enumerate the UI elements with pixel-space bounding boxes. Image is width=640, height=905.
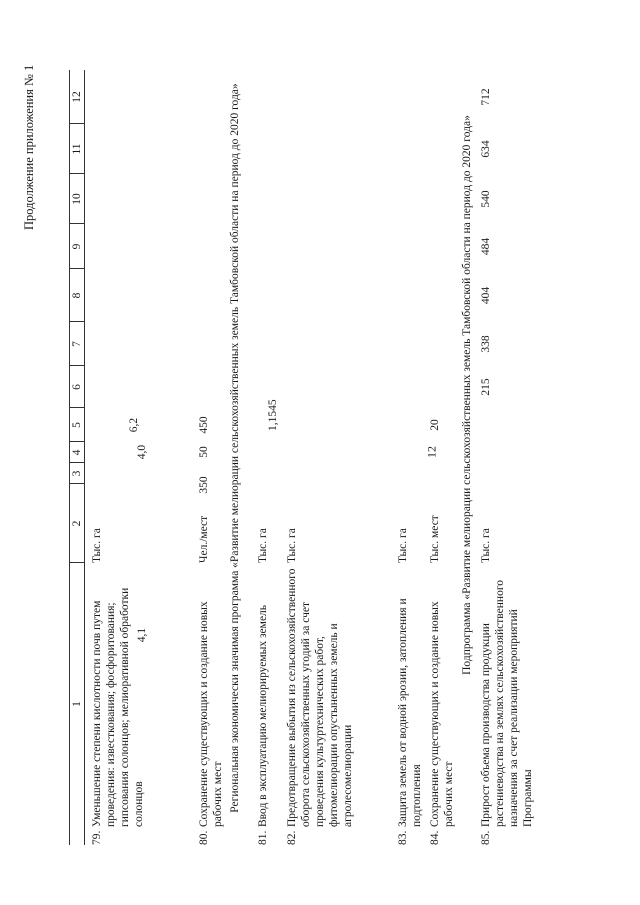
row-84-col5: 20 bbox=[429, 419, 441, 431]
row-80-unit: Чел./мест bbox=[198, 515, 210, 563]
col-header-4: 4 bbox=[71, 449, 83, 456]
row-82-number: 82. bbox=[286, 830, 298, 845]
row-85-col12: 712 bbox=[480, 88, 492, 106]
col-header-7: 7 bbox=[71, 341, 83, 347]
row-79-col5: 6,2 bbox=[128, 417, 140, 433]
row-83-indicator: Защита земель от водной эрозии, затопления и подтопления bbox=[397, 598, 423, 827]
row-81-indicator: Ввод в эксплуатацию мелиорируемых земель bbox=[257, 604, 269, 827]
col-header-6: 6 bbox=[71, 384, 83, 390]
row-85-col7: 338 bbox=[480, 335, 492, 353]
row-85-col9: 484 bbox=[480, 237, 492, 256]
row-81-number: 81. bbox=[257, 830, 269, 845]
section-heading-subprogram: Подпрограмма «Развитие мелиорации сельскохозяйственных земель Тамбовской области на период до 2020 года» bbox=[461, 115, 473, 675]
row-81-unit: Тыс. га bbox=[257, 528, 269, 563]
col-header-11: 11 bbox=[71, 143, 83, 155]
col-header-3: 3 bbox=[71, 470, 83, 477]
row-85-number: 85. bbox=[480, 830, 492, 845]
row-80-indicator: Сохранение существующих и создание новых рабочих мест bbox=[198, 601, 224, 827]
row-85-col11: 634 bbox=[480, 140, 492, 158]
row-85-col6: 215 bbox=[480, 378, 492, 396]
col-header-8: 8 bbox=[71, 292, 83, 299]
row-79-unit: Тыс. га bbox=[91, 528, 103, 563]
row-79-indicator: Уменьшение степени кислотности почв путем проведения: известкования; фосфоритования; гипсования солонцов; мелиоративной обработки солонцов bbox=[91, 587, 145, 827]
col-header-5: 5 bbox=[71, 422, 83, 428]
row-81-col5: 1,1545 bbox=[267, 399, 279, 431]
row-80-number: 80. bbox=[198, 830, 210, 845]
row-85-col8: 404 bbox=[480, 286, 492, 305]
row-83-unit: Тыс. га bbox=[397, 528, 409, 563]
col-header-2: 2 bbox=[71, 520, 83, 527]
row-80-col4: 50 bbox=[198, 446, 210, 458]
row-80-col3: 350 bbox=[198, 476, 210, 494]
row-80-col5: 450 bbox=[198, 416, 210, 434]
row-79-col3: 4,1 bbox=[136, 627, 148, 643]
row-84-indicator: Сохранение существующих и создание новых рабочих мест bbox=[429, 601, 455, 827]
continuation-title: Продолжение приложения № 1 bbox=[22, 64, 36, 230]
col-header-12: 12 bbox=[71, 91, 83, 103]
header-bottom-rule bbox=[84, 70, 85, 845]
row-84-unit: Тыс. мест bbox=[429, 515, 441, 563]
row-79-col4: 4,0 bbox=[136, 444, 148, 460]
col-header-1: 1 bbox=[71, 701, 83, 707]
row-79-number: 79. bbox=[91, 830, 103, 845]
row-82-indicator: Предотвращение выбытия из сельскохозяйственного оборота сельскохозяйственных угодий за счет проведения культуртехнических работ, фитомелиорации опустыненных земель и агролесомелиорации bbox=[286, 568, 354, 827]
col-header-10: 10 bbox=[71, 193, 83, 205]
row-85-unit: Тыс. га bbox=[480, 528, 492, 563]
row-83-number: 83. bbox=[397, 830, 409, 845]
row-82-unit: Тыс. га bbox=[286, 528, 298, 563]
row-84-number: 84. bbox=[429, 830, 441, 845]
col-header-9: 9 bbox=[71, 243, 83, 250]
row-85-col10: 540 bbox=[480, 190, 492, 208]
page-number: 12 bbox=[424, 446, 439, 458]
row-85-indicator: Прирост объема производства продукции растениеводства на землях сельскохозяйственного назначения за счет реализации мероприятий Программы bbox=[480, 579, 534, 827]
section-heading-regional-program: Региональная экономически значимая программа «Развитие мелиорации сельскохозяйственных земель Тамбовской области на период до 2020 года» bbox=[229, 83, 241, 813]
